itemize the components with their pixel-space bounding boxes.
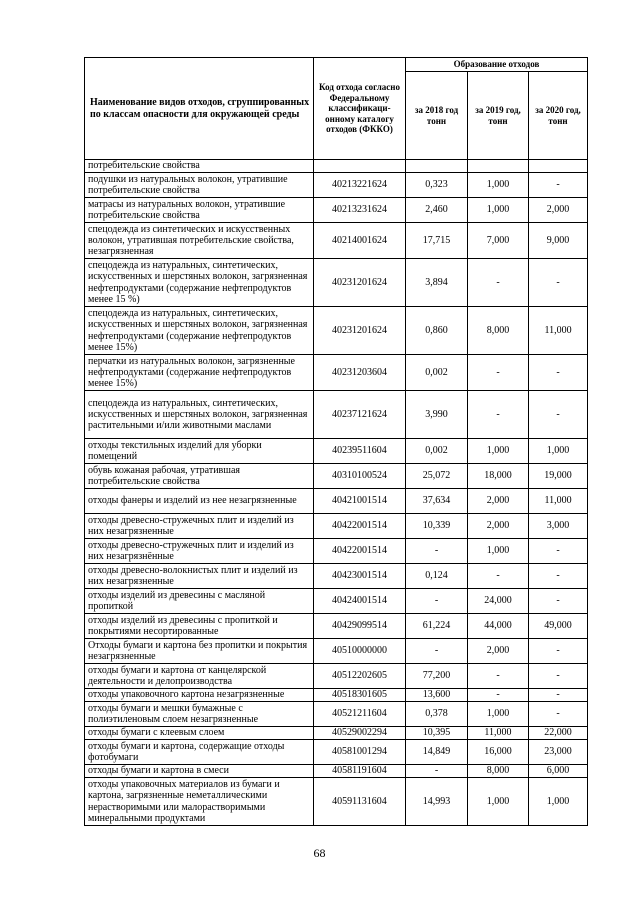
table-row [85, 391, 588, 439]
amount-2018-cell: 77,200 [406, 664, 468, 689]
waste-name-cell: отходы бумаги с клеевым слоем [85, 727, 314, 740]
amount-2018-cell: 3,990 [406, 391, 468, 439]
amount-2020-cell: 22,000 [529, 727, 588, 740]
amount-2020-cell: 2,000 [529, 198, 588, 223]
amount-2020-cell: 9,000 [529, 223, 588, 259]
fkko-code-cell [314, 160, 406, 173]
table-row [85, 664, 588, 689]
fkko-code-cell: 40510000000 [314, 639, 406, 664]
amount-2019-cell: 2,000 [468, 514, 529, 539]
amount-2018-cell: 14,849 [406, 740, 468, 765]
amount-2019-cell: 2,000 [468, 489, 529, 514]
table-row [85, 740, 588, 765]
amount-2018-cell: - [406, 589, 468, 614]
table-row [85, 198, 588, 223]
amount-2018-cell: 13,600 [406, 689, 468, 702]
fkko-code-cell: 40518301605 [314, 689, 406, 702]
waste-name-cell: отходы упаковочных материалов из бумаги и картона, загрязненные неметаллическими нерастворимыми или малорастворимыми минеральными продуктами [85, 778, 314, 826]
fkko-code-cell: 40529002294 [314, 727, 406, 740]
amount-2020-cell: 1,000 [529, 778, 588, 826]
fkko-code-cell: 40521211604 [314, 702, 406, 727]
amount-2019-cell: 1,000 [468, 173, 529, 198]
fkko-code-cell: 40423001514 [314, 564, 406, 589]
waste-name-cell: перчатки из натуральных волокон, загрязненные нефтепродуктами (содержание нефтепродуктов менее 15%) [85, 355, 314, 391]
table-row [85, 355, 588, 391]
amount-2019-cell: 7,000 [468, 223, 529, 259]
fkko-code-cell: 40581001294 [314, 740, 406, 765]
amount-2019-cell [468, 160, 529, 173]
fkko-code-cell: 40421001514 [314, 489, 406, 514]
amount-2018-cell: 37,634 [406, 489, 468, 514]
waste-name-cell: отходы текстильных изделий для уборки помещений [85, 439, 314, 464]
waste-name-cell: спецодежда из натуральных, синтетических, искусственных и шерстяных волокон, загрязненная растительными и/или животными маслами [85, 391, 314, 439]
amount-2020-cell: 1,000 [529, 439, 588, 464]
waste-name-cell: обувь кожаная рабочая, утратившая потребительские свойства [85, 464, 314, 489]
waste-name-cell: отходы бумаги и картона от канцелярской деятельности и делопроизводства [85, 664, 314, 689]
amount-2019-cell: 16,000 [468, 740, 529, 765]
amount-2019-cell: 1,000 [468, 778, 529, 826]
fkko-code-cell: 40422001514 [314, 539, 406, 564]
header-year-2018: за 2018 год тонн [406, 72, 468, 160]
amount-2019-cell: 2,000 [468, 639, 529, 664]
header-waste-generation: Образование отходов [406, 58, 588, 72]
fkko-code-cell: 40424001514 [314, 589, 406, 614]
amount-2019-cell: 1,000 [468, 439, 529, 464]
amount-2018-cell: 0,860 [406, 307, 468, 355]
amount-2019-cell: - [468, 564, 529, 589]
amount-2020-cell: - [529, 391, 588, 439]
fkko-code-cell: 40512202605 [314, 664, 406, 689]
table-row [85, 564, 588, 589]
waste-name-cell: матрасы из натуральных волокон, утратившие потребительские свойства [85, 198, 314, 223]
header-year-2019: за 2019 год, тонн [468, 72, 529, 160]
waste-name-cell: отходы фанеры и изделий из нее незагрязненные [85, 489, 314, 514]
fkko-code-cell: 40239511604 [314, 439, 406, 464]
amount-2019-cell: 11,000 [468, 727, 529, 740]
table-row [85, 702, 588, 727]
table-body [85, 160, 588, 826]
amount-2018-cell: 14,993 [406, 778, 468, 826]
header-waste-name: Наименование видов отходов, сгруппированных по классам опасности для окружающей среды [85, 58, 314, 160]
amount-2018-cell: 10,339 [406, 514, 468, 539]
amount-2018-cell: 25,072 [406, 464, 468, 489]
table-row [85, 765, 588, 778]
amount-2020-cell: - [529, 539, 588, 564]
waste-name-cell: отходы упаковочного картона незагрязненные [85, 689, 314, 702]
amount-2020-cell [529, 160, 588, 173]
table-row [85, 439, 588, 464]
waste-name-cell: Отходы бумаги и картона без пропитки и покрытия незагрязненные [85, 639, 314, 664]
amount-2018-cell: 61,224 [406, 614, 468, 639]
amount-2018-cell: 0,124 [406, 564, 468, 589]
amount-2018-cell: - [406, 539, 468, 564]
header-year-2020: за 2020 год, тонн [529, 72, 588, 160]
waste-name-cell: подушки из натуральных волокон, утратившие потребительские свойства [85, 173, 314, 198]
page-number: 68 [313, 846, 326, 860]
amount-2020-cell: 11,000 [529, 307, 588, 355]
amount-2018-cell [406, 160, 468, 173]
waste-name-cell: отходы изделий из древесины с масляной пропиткой [85, 589, 314, 614]
amount-2020-cell: - [529, 173, 588, 198]
table-row [85, 539, 588, 564]
fkko-code-cell: 40213221624 [314, 173, 406, 198]
table-row [85, 614, 588, 639]
amount-2020-cell: 49,000 [529, 614, 588, 639]
amount-2019-cell: 44,000 [468, 614, 529, 639]
waste-name-cell: отходы бумаги и картона, содержащие отходы фотобумаги [85, 740, 314, 765]
waste-name-cell: спецодежда из натуральных, синтетических, искусственных и шерстяных волокон, загрязненная нефтепродуктами (содержание нефтепродуктов менее 15%) [85, 307, 314, 355]
amount-2020-cell: - [529, 355, 588, 391]
amount-2020-cell: - [529, 664, 588, 689]
waste-table [84, 57, 588, 826]
table-row [85, 160, 588, 173]
amount-2020-cell: 19,000 [529, 464, 588, 489]
amount-2018-cell: - [406, 639, 468, 664]
table-row [85, 307, 588, 355]
waste-name-cell: потребительские свойства [85, 160, 314, 173]
amount-2020-cell: 6,000 [529, 765, 588, 778]
table-row [85, 259, 588, 307]
table-row [85, 689, 588, 702]
fkko-code-cell: 40581191604 [314, 765, 406, 778]
fkko-code-cell: 40231201624 [314, 259, 406, 307]
amount-2020-cell: - [529, 259, 588, 307]
fkko-code-cell: 40231201624 [314, 307, 406, 355]
amount-2018-cell: 17,715 [406, 223, 468, 259]
fkko-code-cell: 40429099514 [314, 614, 406, 639]
fkko-code-cell: 40237121624 [314, 391, 406, 439]
amount-2019-cell: - [468, 664, 529, 689]
amount-2018-cell: 0,378 [406, 702, 468, 727]
amount-2020-cell: - [529, 564, 588, 589]
amount-2019-cell: 18,000 [468, 464, 529, 489]
table-row [85, 223, 588, 259]
waste-name-cell: отходы бумаги и картона в смеси [85, 765, 314, 778]
table-row [85, 639, 588, 664]
amount-2018-cell: 2,460 [406, 198, 468, 223]
waste-name-cell: отходы древесно-волокнистых плит и изделий из них незагрязненные [85, 564, 314, 589]
table-row [85, 489, 588, 514]
amount-2019-cell: - [468, 259, 529, 307]
amount-2019-cell: 1,000 [468, 539, 529, 564]
fkko-code-cell: 40591131604 [314, 778, 406, 826]
amount-2019-cell: 1,000 [468, 702, 529, 727]
amount-2019-cell: - [468, 689, 529, 702]
amount-2019-cell: 8,000 [468, 765, 529, 778]
table-row [85, 727, 588, 740]
amount-2019-cell: - [468, 391, 529, 439]
amount-2020-cell: 11,000 [529, 489, 588, 514]
amount-2019-cell: - [468, 355, 529, 391]
waste-name-cell: отходы изделий из древесины с пропиткой и покрытиями несортированные [85, 614, 314, 639]
fkko-code-cell: 40310100524 [314, 464, 406, 489]
table-row [85, 173, 588, 198]
amount-2020-cell: - [529, 639, 588, 664]
amount-2020-cell: 3,000 [529, 514, 588, 539]
amount-2018-cell: 0,323 [406, 173, 468, 198]
waste-name-cell: отходы бумаги и мешки бумажные с полиэтиленовым слоем незагрязненные [85, 702, 314, 727]
amount-2018-cell: - [406, 765, 468, 778]
amount-2018-cell: 10,395 [406, 727, 468, 740]
waste-name-cell: отходы древесно-стружечных плит и изделий из них незагрязнённые [85, 539, 314, 564]
fkko-code-cell: 40422001514 [314, 514, 406, 539]
waste-name-cell: отходы древесно-стружечных плит и изделий из них незагрязненные [85, 514, 314, 539]
waste-name-cell: спецодежда из синтетических и искусственных волокон, утратившая потребительские свойства, незагрязненная [85, 223, 314, 259]
amount-2019-cell: 24,000 [468, 589, 529, 614]
waste-name-cell: спецодежда из натуральных, синтетических, искусственных и шерстяных волокон, загрязненная нефтепродуктами (содержание нефтепродуктов менее 15 %) [85, 259, 314, 307]
amount-2020-cell: - [529, 702, 588, 727]
amount-2018-cell: 0,002 [406, 439, 468, 464]
table-row [85, 589, 588, 614]
amount-2020-cell: - [529, 589, 588, 614]
table-row [85, 778, 588, 826]
fkko-code-cell: 40213231624 [314, 198, 406, 223]
amount-2020-cell: - [529, 689, 588, 702]
amount-2020-cell: 23,000 [529, 740, 588, 765]
fkko-code-cell: 40214001624 [314, 223, 406, 259]
amount-2019-cell: 1,000 [468, 198, 529, 223]
amount-2018-cell: 3,894 [406, 259, 468, 307]
amount-2019-cell: 8,000 [468, 307, 529, 355]
fkko-code-cell: 40231203604 [314, 355, 406, 391]
table-row [85, 464, 588, 489]
amount-2018-cell: 0,002 [406, 355, 468, 391]
table-row [85, 514, 588, 539]
header-fkko-code: Код отхода согласно Федеральному классификаци-онному каталогу отходов (ФККО) [314, 58, 406, 160]
